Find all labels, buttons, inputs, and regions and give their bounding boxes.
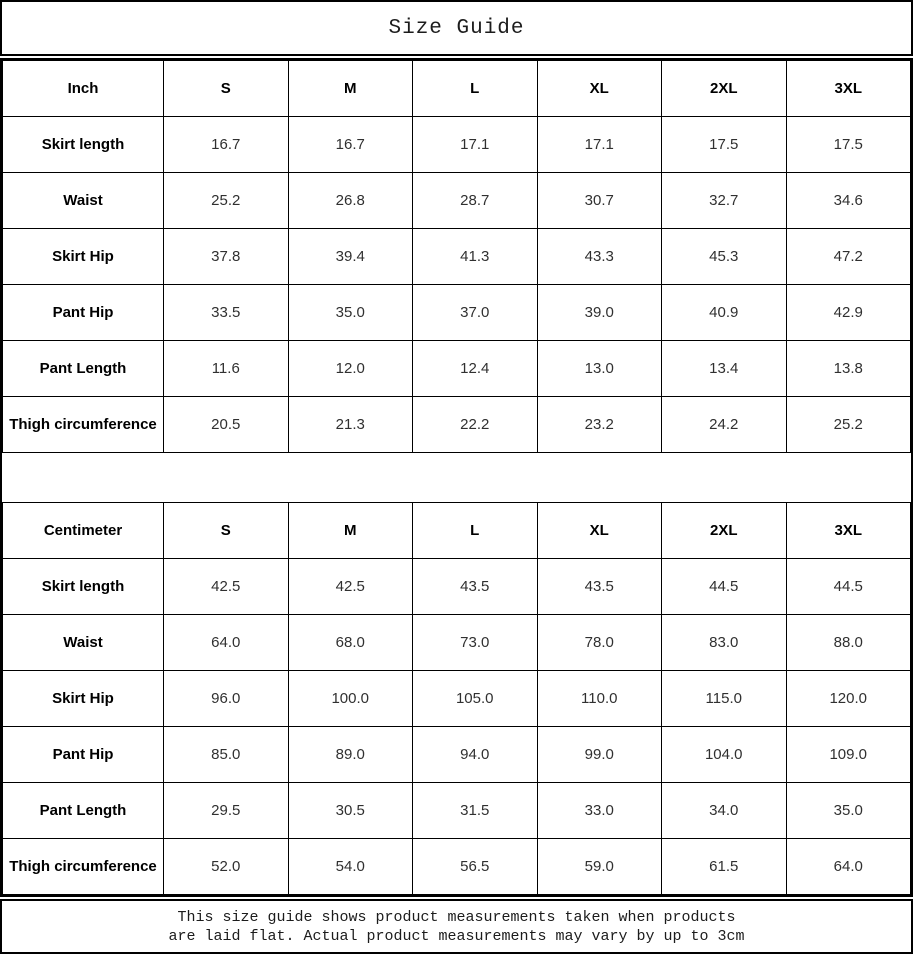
measurement-label-cell: Pant Length [3,341,164,397]
measurement-value-cell: 105.0 [413,671,538,727]
measurement-value-cell: 16.7 [164,117,289,173]
measurement-value-cell: 73.0 [413,615,538,671]
measurement-value-cell: 43.5 [413,559,538,615]
measurement-value-cell: 34.6 [786,173,911,229]
size-header-cell: L [413,61,538,117]
measurement-value-cell: 12.4 [413,341,538,397]
measurement-row [3,783,911,839]
measurement-label-cell: Pant Hip [3,727,164,783]
measurement-label-cell: Pant Length [3,783,164,839]
unit-header-cell: Centimeter [3,503,164,559]
measurement-value-cell: 22.2 [413,397,538,453]
measurement-value-cell: 39.4 [288,229,413,285]
measurement-label-cell: Thigh circumference [3,839,164,895]
measurement-value-cell: 37.8 [164,229,289,285]
measurement-row [3,397,911,453]
measurement-value-cell: 89.0 [288,727,413,783]
measurement-value-cell: 32.7 [662,173,787,229]
measurement-value-cell: 35.0 [786,783,911,839]
measurement-value-cell: 44.5 [662,559,787,615]
measurement-value-cell: 52.0 [164,839,289,895]
measurement-value-cell: 34.0 [662,783,787,839]
size-header-cell: L [413,503,538,559]
measurement-label-cell: Skirt Hip [3,229,164,285]
measurement-value-cell: 59.0 [537,839,662,895]
measurement-value-cell: 13.0 [537,341,662,397]
measurement-row [3,173,911,229]
measurement-value-cell: 85.0 [164,727,289,783]
measurement-value-cell: 31.5 [413,783,538,839]
measurement-value-cell: 44.5 [786,559,911,615]
measurement-value-cell: 16.7 [288,117,413,173]
inch-size-table [2,60,911,453]
measurement-label-cell: Skirt length [3,117,164,173]
note-line-1: This size guide shows product measurements taken when products [177,908,736,926]
size-header-row [3,503,911,559]
measurement-value-cell: 61.5 [662,839,787,895]
unit-header-cell: Inch [3,61,164,117]
measurement-value-cell: 41.3 [413,229,538,285]
centimeter-size-table [2,502,911,895]
measurement-value-cell: 64.0 [786,839,911,895]
measurement-value-cell: 83.0 [662,615,787,671]
measurement-value-cell: 42.5 [164,559,289,615]
measurement-value-cell: 24.2 [662,397,787,453]
size-header-cell: M [288,61,413,117]
size-guide-note [0,899,913,954]
measurement-value-cell: 13.4 [662,341,787,397]
measurement-row [3,727,911,783]
measurement-value-cell: 20.5 [164,397,289,453]
measurement-row [3,229,911,285]
measurement-value-cell: 28.7 [413,173,538,229]
measurement-value-cell: 25.2 [786,397,911,453]
measurement-value-cell: 12.0 [288,341,413,397]
measurement-label-cell: Waist [3,173,164,229]
measurement-value-cell: 78.0 [537,615,662,671]
measurement-value-cell: 43.3 [537,229,662,285]
measurement-value-cell: 109.0 [786,727,911,783]
measurement-row [3,615,911,671]
measurement-value-cell: 23.2 [537,397,662,453]
measurement-value-cell: 42.5 [288,559,413,615]
size-header-cell: 2XL [662,503,787,559]
size-header-cell: M [288,503,413,559]
measurement-value-cell: 54.0 [288,839,413,895]
measurement-value-cell: 64.0 [164,615,289,671]
measurement-value-cell: 47.2 [786,229,911,285]
table-spacer [2,453,911,502]
measurement-value-cell: 100.0 [288,671,413,727]
size-header-cell: 3XL [786,61,911,117]
measurement-label-cell: Skirt Hip [3,671,164,727]
measurement-value-cell: 94.0 [413,727,538,783]
measurement-value-cell: 33.0 [537,783,662,839]
size-guide-title: Size Guide [0,0,913,56]
measurement-value-cell: 30.5 [288,783,413,839]
measurement-label-cell: Skirt length [3,559,164,615]
measurement-value-cell: 17.1 [537,117,662,173]
measurement-value-cell: 37.0 [413,285,538,341]
measurement-label-cell: Thigh circumference [3,397,164,453]
measurement-value-cell: 43.5 [537,559,662,615]
measurement-value-cell: 13.8 [786,341,911,397]
measurement-value-cell: 88.0 [786,615,911,671]
measurement-value-cell: 104.0 [662,727,787,783]
note-line-2: are laid flat. Actual product measurements may vary by up to 3cm [168,927,745,945]
measurement-value-cell: 40.9 [662,285,787,341]
size-header-cell: 2XL [662,61,787,117]
measurement-value-cell: 115.0 [662,671,787,727]
measurement-row [3,559,911,615]
size-header-cell: XL [537,61,662,117]
measurement-value-cell: 45.3 [662,229,787,285]
measurement-value-cell: 25.2 [164,173,289,229]
measurement-value-cell: 21.3 [288,397,413,453]
size-header-cell: 3XL [786,503,911,559]
measurement-value-cell: 120.0 [786,671,911,727]
size-header-row [3,61,911,117]
measurement-row [3,671,911,727]
size-header-cell: S [164,61,289,117]
size-tables-container [0,58,913,897]
measurement-value-cell: 26.8 [288,173,413,229]
measurement-value-cell: 35.0 [288,285,413,341]
measurement-value-cell: 29.5 [164,783,289,839]
measurement-value-cell: 68.0 [288,615,413,671]
measurement-value-cell: 17.5 [662,117,787,173]
measurement-value-cell: 96.0 [164,671,289,727]
measurement-value-cell: 56.5 [413,839,538,895]
measurement-row [3,117,911,173]
size-header-cell: XL [537,503,662,559]
measurement-value-cell: 30.7 [537,173,662,229]
measurement-value-cell: 42.9 [786,285,911,341]
size-header-cell: S [164,503,289,559]
measurement-value-cell: 33.5 [164,285,289,341]
measurement-label-cell: Pant Hip [3,285,164,341]
measurement-value-cell: 11.6 [164,341,289,397]
measurement-value-cell: 110.0 [537,671,662,727]
measurement-label-cell: Waist [3,615,164,671]
measurement-value-cell: 99.0 [537,727,662,783]
measurement-value-cell: 17.5 [786,117,911,173]
measurement-value-cell: 17.1 [413,117,538,173]
measurement-value-cell: 39.0 [537,285,662,341]
measurement-row [3,839,911,895]
measurement-row [3,341,911,397]
measurement-row [3,285,911,341]
